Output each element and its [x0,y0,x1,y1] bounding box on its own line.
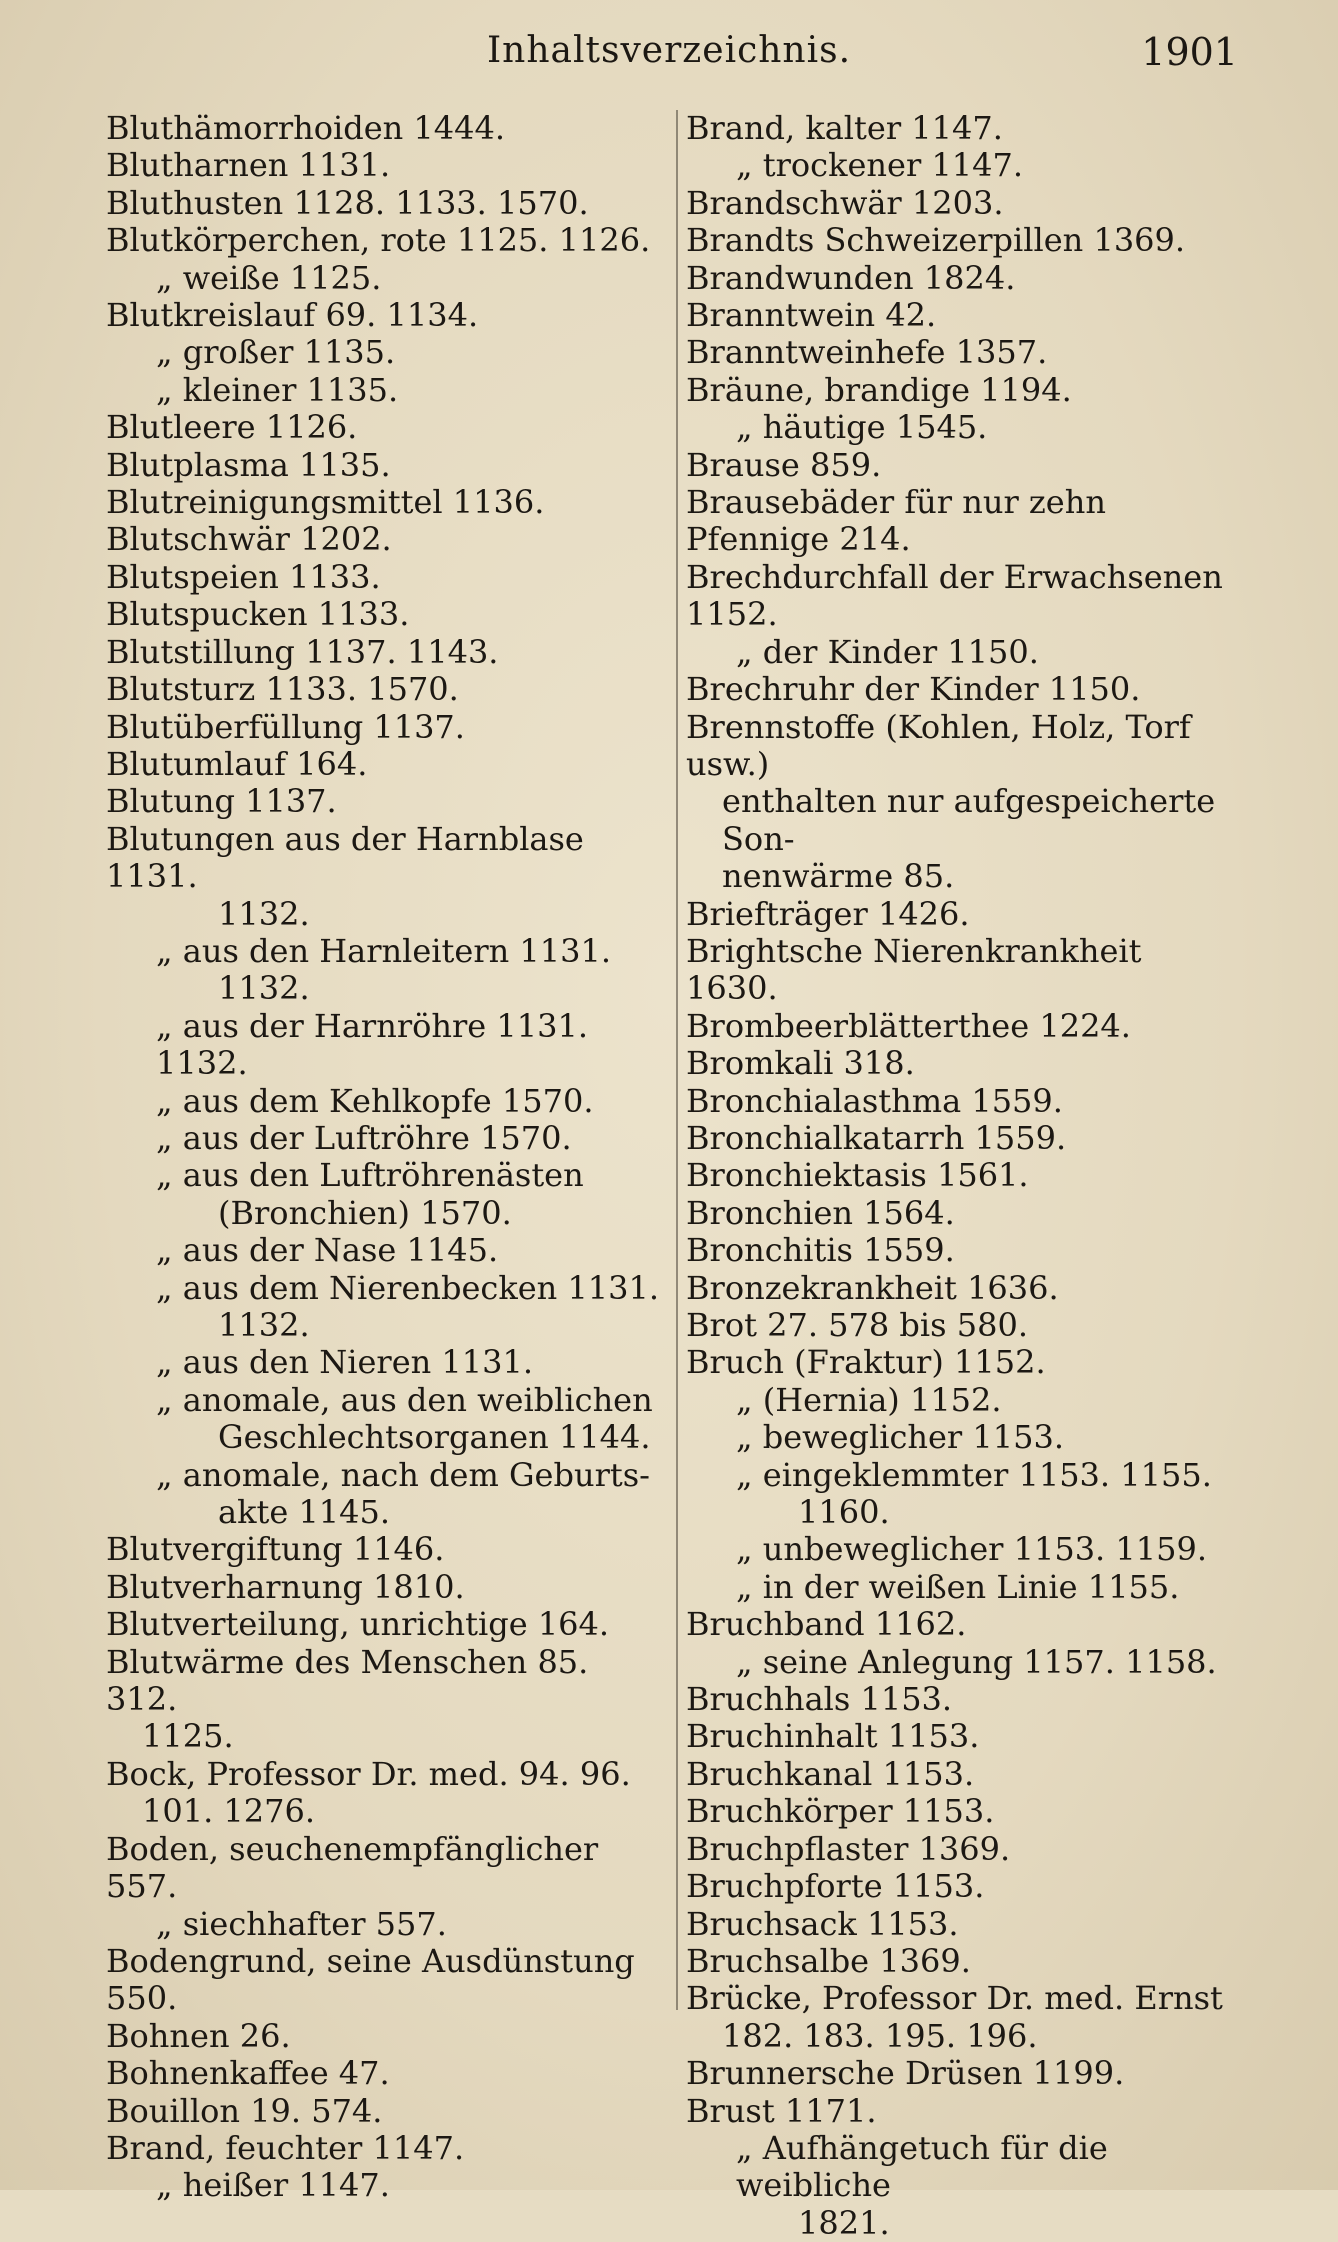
index-entry: Brausebäder für nur zehn Pfennige 214. [686,483,1117,559]
index-entry: Briefträger 1426. [686,894,970,933]
index-entry: Brandwunden 1824. [686,258,1016,297]
index-entry: Brause 859. [686,445,882,484]
index-entry: Blutung 1137. [106,782,337,821]
index-entry: Blutungen aus der Harnblase 1131. [106,819,595,896]
index-entry: „ seine Anlegung 1157. 1158. [736,1642,1217,1681]
index-entry: 101. 1276. [142,1792,316,1831]
index-entry: „ (Hernia) 1152. [736,1380,1002,1419]
index-entry: 1821. [798,2203,890,2242]
index-entry: Blutkörperchen, rote 1125. 1126. [106,221,651,260]
index-entry: 1132. [218,969,310,1008]
index-entry: Blutvergiftung 1146. [106,1530,445,1569]
index-entry: Bluthämorrhoiden 1444. [106,109,506,147]
index-entry: Bronchiektasis 1561. [686,1156,1029,1195]
index-entry: Blutspeien 1133. [106,557,381,596]
index-entry: Blutschwär 1202. [106,520,392,559]
index-entry: 1132. [218,1306,310,1344]
index-entry: Bodengrund, seine Ausdünstung 550. [106,1941,645,2018]
index-entry: „ aus den Nieren 1131. [156,1343,534,1382]
index-entry: „ aus den Luftröhrenästen [156,1156,584,1195]
index-entry: „ anomale, nach dem Geburts- [156,1455,650,1494]
index-entry: Brechdurchfall der Erwachsenen 1152. [686,557,1233,634]
page-number: 1901 [1141,30,1238,74]
index-entry: „ unbeweglicher 1153. 1159. [736,1530,1207,1569]
index-entry: Bluthusten 1128. 1133. 1570. [106,183,589,222]
index-entry: Blutverteilung, unrichtige 164. [106,1605,610,1644]
index-entry: Bruchsack 1153. [686,1904,959,1943]
index-entry: Geschlechtsorganen 1144. [218,1418,651,1457]
index-entry: Blutverharnung 1810. [106,1567,465,1606]
index-entry: Blutstillung 1137. 1143. [106,632,499,671]
index-entry: „ trockener 1147. [736,146,1024,185]
index-entry: Brand, feuchter 1147. [106,2128,465,2167]
index-entry: Bromkali 318. [686,1044,915,1083]
index-entry: Bronchitis 1559. [686,1231,955,1270]
page-header [0,24,1338,80]
index-entry: Bruch (Fraktur) 1152. [686,1343,1046,1382]
index-entry: Blutplasma 1135. [106,445,391,484]
index-entry: Bock, Professor Dr. med. 94. 96. [106,1754,631,1793]
index-entry: „ großer 1135. [156,333,396,372]
index-entry: 1132. [218,894,310,933]
header-title: Inhaltsverzeichnis. [486,30,852,71]
index-entry: „ aus dem Kehlkopfe 1570. [156,1081,594,1120]
index-entry: „ Aufhängetuch für die weibliche [736,2128,1118,2205]
index-entry: Brandschwär 1203. [686,183,1004,222]
index-entry: Bohnen 26. [106,2016,291,2055]
index-entry: Brennstoffe (Kohlen, Holz, Torf usw.) [686,707,1201,783]
index-entry: Bouillon 19. 574. [106,2091,383,2130]
index-entry: Blutkreislauf 69. 1134. [106,296,479,335]
index-entry: enthalten nur aufgespeicherte Son- [722,782,1226,858]
index-entry: „ aus der Luftröhre 1570. [156,1118,572,1157]
index-entry: Bruchpflaster 1369. [686,1829,1011,1868]
index-entry: Blutumlauf 164. [106,744,368,783]
index-entry: „ heißer 1147. [156,2166,390,2205]
column-divider [676,110,678,2010]
index-entry: akte 1145. [218,1493,391,1532]
index-entry: Bruchkanal 1153. [686,1754,975,1793]
index-entry: Bruchkörper 1153. [686,1792,995,1831]
index-entry: 1160. [798,1493,890,1532]
index-entry: Bruchinhalt 1153. [686,1717,980,1756]
index-entry: Branntwein 42. [686,296,937,335]
index-entry: 1125. [142,1717,234,1756]
index-entry: Bronchialasthma 1559. [686,1081,1063,1120]
index-entry: „ aus der Harnröhre 1131. 1132. [156,1006,599,1083]
index-entry: Blutleere 1126. [106,408,358,447]
index-entry: Brand, kalter 1147. [686,109,1003,147]
index-entry: „ eingeklemmter 1153. 1155. [736,1455,1212,1494]
index-entry: Brechruhr der Kinder 1150. [686,670,1141,709]
index-entry: Brot 27. 578 bis 580. [686,1306,1028,1344]
index-entry: Bruchhals 1153. [686,1680,953,1719]
index-entry: „ der Kinder 1150. [736,632,1039,671]
index-entry: Blutüberfüllung 1137. [106,707,465,746]
index-entry: Bronzekrankheit 1636. [686,1268,1059,1307]
index-entry: Boden, seuchenempfänglicher 557. [106,1829,609,1906]
index-entry: Brunnersche Drüsen 1199. [686,2054,1125,2093]
index-entry: „ in der weißen Linie 1155. [736,1567,1180,1606]
index-entry: Brightsche Nierenkrankheit 1630. [686,931,1152,1008]
index-entry: nenwärme 85. [722,857,955,896]
index-entry: Bronchien 1564. [686,1193,955,1232]
index-entry: Brandts Schweizerpillen 1369. [686,221,1186,260]
index-entry: Brust 1171. [686,2091,877,2130]
index-entry: Brücke, Professor Dr. med. Ernst [686,1979,1223,2018]
index-entry: Brombeerblätterthee 1224. [686,1006,1131,1045]
index-entry: Blutsturz 1133. 1570. [106,670,459,709]
index-entry: „ beweglicher 1153. [736,1418,1064,1457]
index-entry: „ aus dem Nierenbecken 1131. [156,1268,660,1307]
index-entry: Blutspucken 1133. [106,595,410,634]
index-entry: „ aus den Harnleitern 1131. [156,931,612,970]
index-entry: Bohnenkaffee 47. [106,2054,390,2093]
index-entry: Bruchpforte 1153. [686,1867,985,1906]
index-entry: Bruchsalbe 1369. [686,1941,971,1980]
index-entry: (Bronchien) 1570. [218,1193,512,1232]
index-entry: Blutharnen 1131. [106,146,391,185]
index-column-right [686,110,1241,2242]
index-entry: Bräune, brandige 1194. [686,370,1072,409]
index-entry: 182. 183. 195. 196. [722,2016,1038,2055]
index-entry: Bronchialkatarrh 1559. [686,1118,1067,1157]
index-entry: Branntweinhefe 1357. [686,333,1048,372]
index-entry: „ anomale, aus den weiblichen [156,1380,653,1419]
index-entry: „ häutige 1545. [736,408,988,447]
index-entry: Blutwärme des Menschen 85. 312. [106,1642,599,1719]
index-entry: Blutreinigungsmittel 1136. [106,483,545,522]
index-entry: Bruchband 1162. [686,1605,967,1644]
index-entry: „ aus der Nase 1145. [156,1231,499,1270]
index-entry: „ weiße 1125. [156,258,382,297]
index-entry: „ siechhafter 557. [156,1904,447,1943]
index-column-left [106,110,661,2205]
index-entry: „ kleiner 1135. [156,370,399,409]
